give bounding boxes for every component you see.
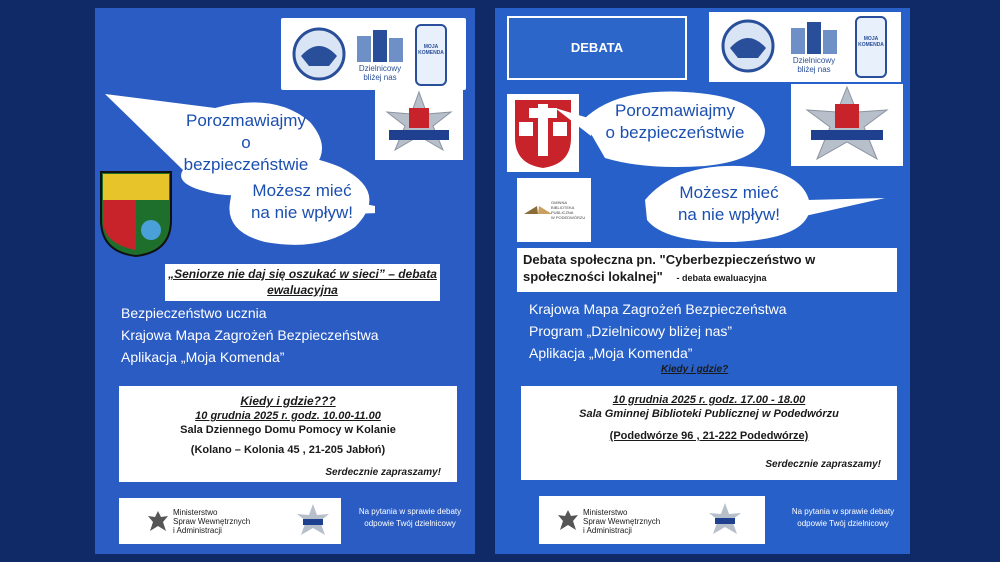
- topic-list: [529, 298, 787, 364]
- police-globe-icon: [719, 18, 777, 74]
- top-logos-panel: [709, 12, 901, 82]
- dzielnicowy-logo-text: Dzielnicowy bliżej nas: [358, 64, 402, 82]
- library-logo-box: [517, 178, 591, 242]
- when-where-box: [119, 386, 457, 482]
- ministry-logo-box: [539, 496, 765, 544]
- event-address: (Kolano – Kolonia 45 , 21-205 Jabłoń): [190, 444, 386, 456]
- police-badge-icon: [295, 503, 331, 539]
- library-name: GMINNA BIBLIOTEKA PUBLICZNA W PODEDWÓRZU: [551, 200, 586, 220]
- moja-komenda-phone-icon: MOJA KOMENDA: [855, 16, 887, 78]
- poster-right: [495, 8, 910, 554]
- topic-list: [121, 302, 379, 368]
- ministry-logo-box: [119, 498, 341, 544]
- event-place: Sala Gminnej Biblioteki Publicznej w Podedwórzu: [579, 408, 839, 420]
- poster-left: [95, 8, 475, 554]
- topic-item: Aplikacja „Moja Komenda”: [121, 349, 285, 365]
- top-logos-panel: [281, 18, 466, 90]
- event-title: „Seniorze nie daj się oszukać w sieci” – debata ewaluacyjna: [165, 264, 440, 301]
- event-date: 10 grudnia 2025 r. godz. 17.00 - 18.00: [612, 394, 806, 406]
- event-place: Sala Dziennego Domu Pomocy w Kolanie: [180, 424, 396, 436]
- when-question: Kiedy i gdzie???: [240, 394, 336, 408]
- police-star-panel: [375, 90, 463, 160]
- bubble-text-1: Porozmawiajmy o bezpieczeństwie: [605, 101, 745, 142]
- event-date: 10 grudnia 2025 r. godz. 10.00-11.00: [195, 410, 381, 422]
- moja-komenda-phone-icon: MOJA KOMENDA: [415, 24, 447, 86]
- ministry-name: Ministerstwo Spraw Wewnętrznych i Administracji: [173, 508, 251, 535]
- police-globe-icon: [289, 26, 349, 82]
- when-where-box: [521, 386, 897, 480]
- bubble-text-2: Możesz mieć na nie wpływ!: [677, 183, 781, 224]
- eagle-emblem-icon: [147, 509, 169, 533]
- topic-item: Program „Dzielnicowy bliżej nas”: [529, 323, 733, 339]
- question-note: Na pytania w sprawie debaty odpowie Twój dzielnicowy: [791, 507, 895, 528]
- coat-of-arms-icon: [99, 170, 173, 258]
- topic-item: Bezpieczeństwo ucznia: [121, 305, 267, 321]
- bubble-text-2: Możesz mieć na nie wpływ!: [250, 181, 354, 222]
- topic-item: Krajowa Mapa Zagrożeń Bezpieczeństwa: [121, 327, 379, 343]
- police-star-icon: [375, 90, 463, 160]
- buildings-icon: [355, 28, 405, 62]
- invitation-text: Serdecznie zapraszamy!: [765, 459, 881, 470]
- police-badge-icon: [707, 502, 743, 538]
- book-icon: [523, 202, 553, 216]
- event-address: (Podedwórze 96 , 21-222 Podedwórze): [609, 430, 809, 442]
- ministry-name: Ministerstwo Spraw Wewnętrznych i Administracji: [583, 508, 661, 535]
- debate-badge: DEBATA: [507, 16, 687, 80]
- question-note: Na pytania w sprawie debaty odpowie Twój dzielnicowy: [358, 507, 462, 528]
- bubble-text-1: Porozmawiajmy o bezpieczeństwie: [183, 111, 309, 174]
- dzielnicowy-logo-text: Dzielnicowy bliżej nas: [792, 56, 836, 74]
- eagle-emblem-icon: [557, 508, 579, 532]
- buildings-icon: [789, 20, 839, 54]
- topic-item: Krajowa Mapa Zagrożeń Bezpieczeństwa: [529, 301, 787, 317]
- invitation-text: Serdecznie zapraszamy!: [325, 467, 441, 478]
- topic-item: Aplikacja „Moja Komenda”: [529, 345, 693, 361]
- when-question: Kiedy i gdzie?: [661, 364, 729, 375]
- event-title: Debata społeczna pn. "Cyberbezpieczeństwo w społeczności lokalnej" - debata ewaluacyjna: [517, 248, 897, 292]
